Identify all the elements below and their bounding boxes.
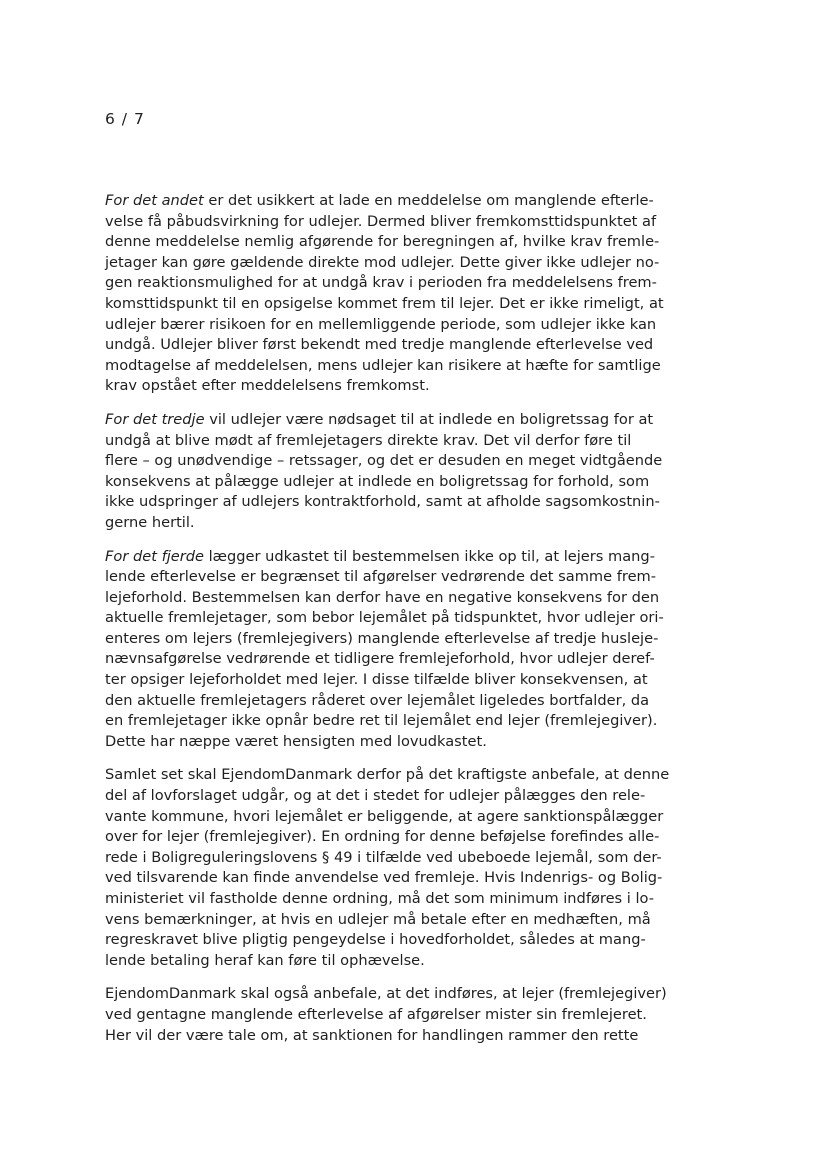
paragraph-body: EjendomDanmark skal også anbefale, at det indføres, at lejer (fremlejegiver) ved gentagne manglende efterlevelse af afgørelser mister sin fremlejeret. Her vil der være tale om, at sanktionen for handlingen rammer den rette — [105, 985, 667, 1044]
paragraph-lead: For det fjerde — [105, 547, 204, 565]
paragraph-lead: For det tredje — [105, 410, 205, 428]
paragraph-fourth-point — [105, 547, 677, 753]
paragraph-further-recommendation — [105, 984, 677, 1046]
body-text — [105, 191, 677, 1059]
paragraph-second-point — [105, 191, 677, 397]
page-number: 6 / 7 — [105, 110, 145, 128]
paragraph-body: vil udlejer være nødsaget til at indlede en boligretssag for at undgå at blive mødt af fremlejetagers direkte krav. Det vil derfor føre til flere – og unødvendige – retssager, og det er desuden en meget vidtgående konsekvens at pålægge udlejer at indlede en boligretssag for forhold, som ikke udspringer af udlejers kontraktforhold, samt at afholde sagsomkostnin- gerne hertil. — [105, 410, 663, 531]
paragraph-recommendation — [105, 765, 677, 971]
paragraph-body: Samlet set skal EjendomDanmark derfor på det kraftigste anbefale, at denne del af lovforslaget udgår, og at det i stedet for udlejer pålægges den rele- vante kommune, hvori lejemålet er beliggende, at agere sanktionspålægger over for lejer (fremlejegiver). En ordning for denne beføjelse forefindes alle- rede i Boligreguleringslovens § 49 i tilfælde ved ubeboede lejemål, som der- ved tilsvarende kan finde anvendelse ved fremleje. Hvis Indenrigs- og Bolig- ministeriet vil fastholde denne ordning, må det som minimum indføres i lo- vens bemærkninger, at hvis en udlejer må betale efter en medhæften, må regreskravet blive pligtig pengeydelse i hovedforholdet, således at mang- lende betaling heraf kan føre til ophævelse. — [105, 766, 670, 969]
paragraph-lead: For det andet — [105, 192, 204, 209]
paragraph-body: lægger udkastet til bestemmelsen ikke op til, at lejers mang- lende efterlevelse er begrænset til afgørelser vedrørende det samme frem- lejeforhold. Bestemmelsen kan derfor have en negative konsekvens for den aktuelle fremlejetager, som bebor lejemålet på tidspunktet, hvor udlejer ori- enteres om lejers (fremlejegivers) manglende efterlevelse af tredje husleje- nævnsafgørelse vedrørende et tidligere fremlejeforhold, hvor udlejer deref- ter opsiger lejeforholdet med lejer. I disse tilfælde bliver konsekvensen, at den aktuelle fremlejetagers råderet over lejemålet ligeledes bortfalder, da en fremlejetager ikke opnår bedre ret til lejemålet end lejer (fremlejegiver). Dette har næppe været hensigten med lovudkastet. — [105, 547, 664, 750]
paragraph-third-point — [105, 410, 677, 534]
paragraph-body: er det usikkert at lade en meddelelse om manglende efterle- velse få påbudsvirkning for udlejer. Dermed bliver fremkomsttidspunktet af denne meddelelse nemlig afgørende for beregningen af, hvilke krav fremle- jetager kan gøre gældende direkte mod udlejer. Dette giver ikke udlejer no- gen reaktionsmulighed for at undgå krav i perioden fra meddelelsens frem- komsttidspunkt til en opsigelse kommet frem til lejer. Det er ikke rimeligt, at udlejer bærer risikoen for en mellemliggende periode, som udlejer ikke kan undgå. Udlejer bliver først bekendt med tredje manglende efterlevelse ved modtagelse af meddelelsen, mens udlejer kan risikere at hæfte for samtlige krav opstået efter meddelelsens fremkomst. — [105, 192, 664, 395]
